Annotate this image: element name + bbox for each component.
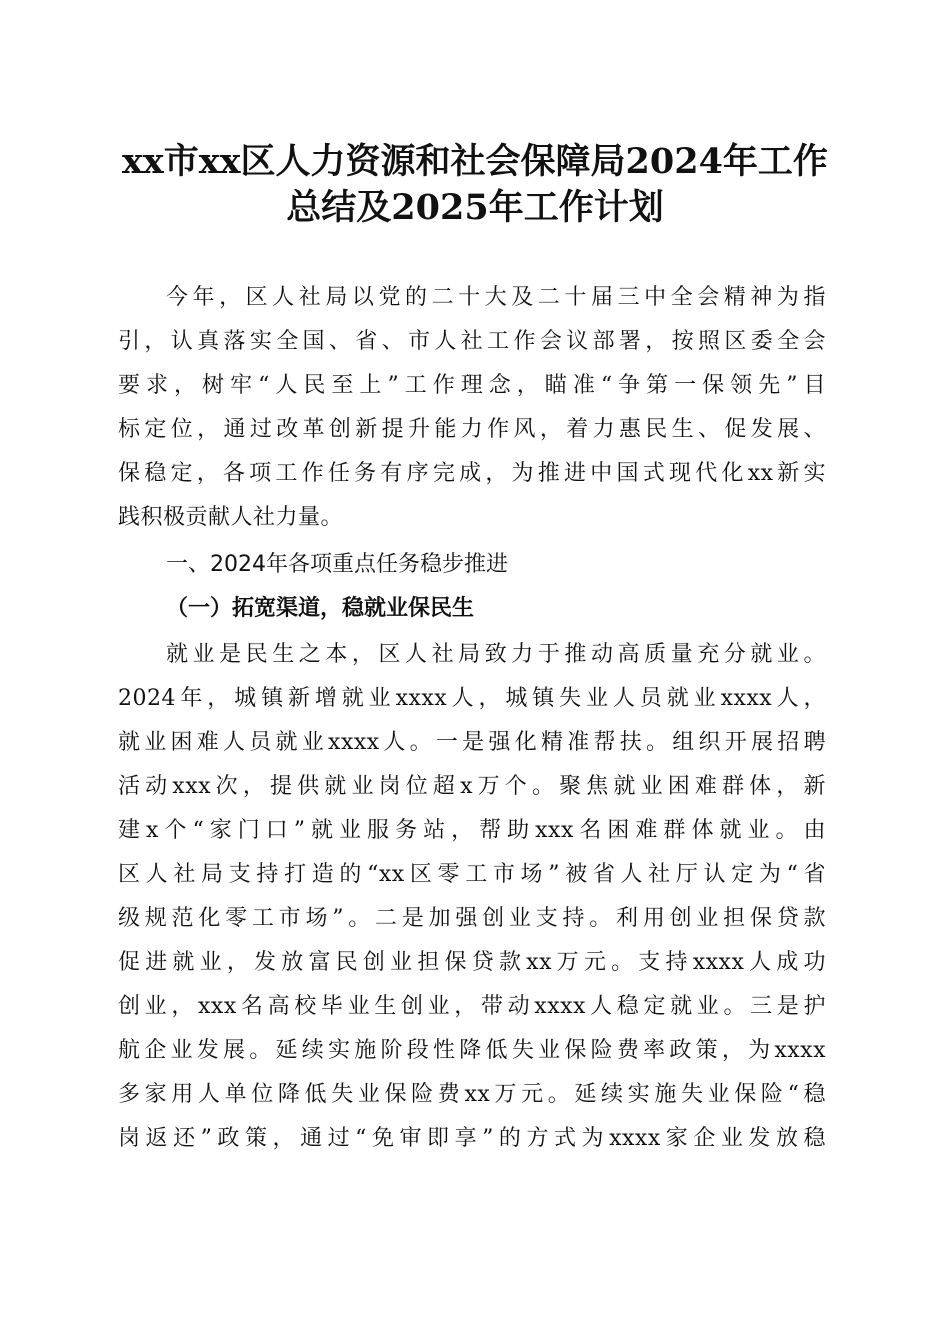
body-paragraph-line: 就业困难人员就业xxxx人。一是强化精准帮扶。组织开展招聘 [118, 730, 826, 755]
intro-paragraph-line: 引，认真落实全国、省、市人社工作会议部署，按照区委全会 [118, 329, 826, 354]
document-title-line-1: xx市xx区人力资源和社会保障局2024年工作 [122, 141, 828, 182]
body-paragraph-line: 建x个“家门口”就业服务站，帮助xxx名困难群体就业。由 [118, 818, 826, 843]
intro-paragraph-line: 今年，区人社局以党的二十大及二十届三中全会精神为指 [166, 285, 826, 310]
intro-paragraph-line: 要求，树牢“人民至上”工作理念，瞄准“争第一保领先”目 [118, 373, 826, 398]
subsection-heading-1: （一）拓宽渠道，稳就业保民生 [166, 595, 475, 621]
body-paragraph-line: 创业，xxx名高校毕业生创业，带动xxxx人稳定就业。三是护 [118, 994, 826, 1019]
document-title-line-2: 总结及2025年工作计划 [286, 187, 664, 228]
body-paragraph-line: 级规范化零工市场”。二是加强创业支持。利用创业担保贷款 [118, 906, 826, 931]
body-paragraph-line: 岗返还”政策，通过“免审即享”的方式为xxxx家企业发放稳 [118, 1126, 826, 1151]
body-paragraph-line: 就业是民生之本，区人社局致力于推动高质量充分就业。 [166, 642, 826, 667]
intro-paragraph-line: 标定位，通过改革创新提升能力作风，着力惠民生、促发展、 [118, 417, 826, 442]
body-paragraph-line: 多家用人单位降低失业保险费xx万元。延续实施失业保险“稳 [118, 1082, 826, 1107]
body-paragraph-line: 2024年，城镇新增就业xxxx人，城镇失业人员就业xxxx人， [118, 686, 826, 711]
intro-paragraph-line: 保稳定，各项工作任务有序完成，为推进中国式现代化xx新实 [118, 461, 826, 486]
body-paragraph-line: 促进就业，发放富民创业担保贷款xx万元。支持xxxx人成功 [118, 950, 826, 975]
body-paragraph-line: 活动xxx次，提供就业岗位超x万个。聚焦就业困难群体，新 [118, 774, 826, 799]
section-heading-1: 一、2024年各项重点任务稳步推进 [166, 552, 508, 577]
body-paragraph-line: 航企业发展。延续实施阶段性降低失业保险费率政策，为xxxx [118, 1038, 826, 1063]
body-paragraph-line: 区人社局支持打造的“xx区零工市场”被省人社厅认定为“省 [118, 862, 826, 887]
intro-paragraph-line: 践积极贡献人社力量。 [118, 505, 344, 530]
